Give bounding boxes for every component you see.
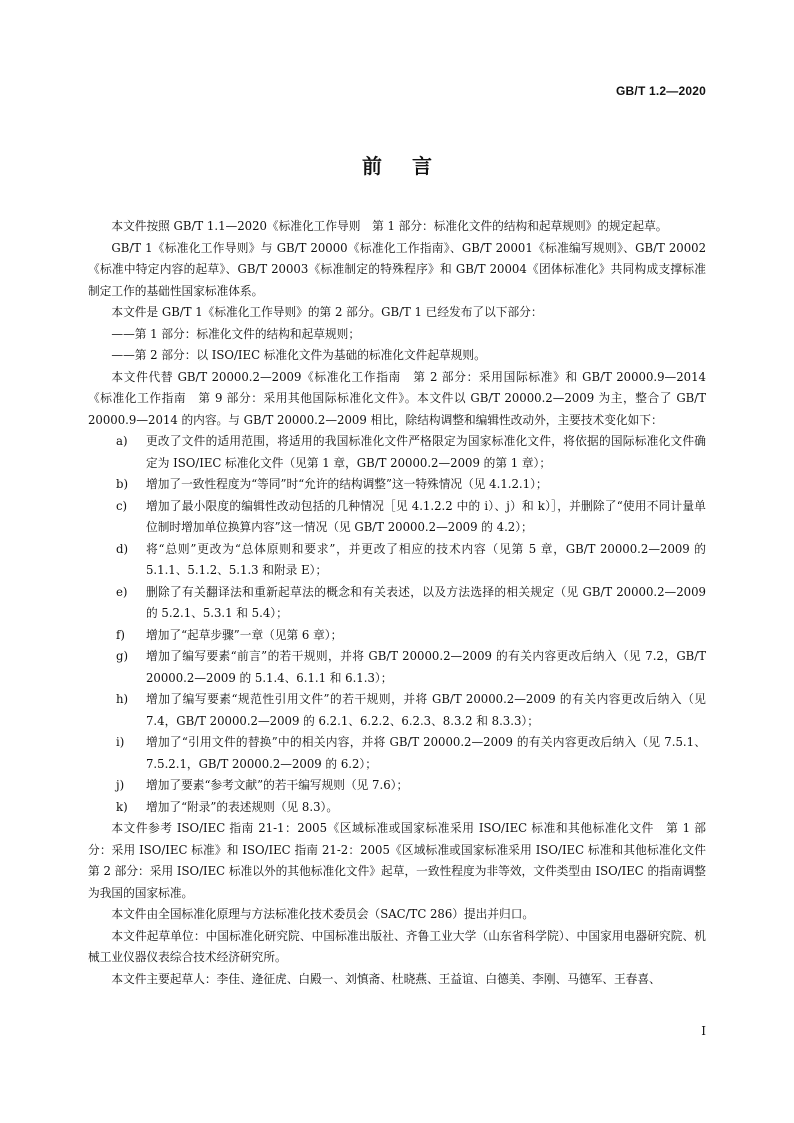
list-marker: k): [116, 799, 128, 814]
list-item-text: 将“总则”更改为“总体原则和要求”，并更改了相应的技术内容（见第 5 章，GB/T 20000.2—2009 的 5.1.1、5.1.2、5.1.3 和附录 E）；: [146, 541, 706, 577]
changes-list: [88, 431, 706, 818]
paragraph-proposer: 本文件由全国标准化原理与方法标准化技术委员会（SAC/TC 286）提出并归口。: [111, 907, 535, 921]
list-item-text: 增加了编写要素“规范性引用文件”的若干规则，并将 GB/T 20000.2—2009 的有关内容更改后纳入（见 7.4，GB/T 20000.2—2009 的 6.2.1、6.2.2、6.2.3、8.3.2 和 8.3.3）；: [146, 692, 706, 728]
list-item: [88, 797, 706, 819]
list-item: [88, 732, 706, 775]
list-marker: a): [116, 434, 128, 448]
paragraph-standard-system: GB/T 1《标准化工作导则》与 GB/T 20000《标准化工作指南》、GB/T 20001《标准编写规则》、GB/T 20002《标准中特定内容的起草》、GB/T 20003《标准制定的特殊程序》和 GB/T 20004《团体标准化》共同构成支撑标准制定工作的基础性国家标准体系。: [88, 240, 706, 298]
list-item: [88, 582, 706, 625]
list-item: [88, 625, 706, 647]
list-item: [88, 689, 706, 732]
list-item-text: 增加了要素“参考文献”的若干编写规则（见 7.6）；: [146, 778, 409, 792]
list-item: [88, 431, 706, 474]
list-item-text: 增加了最小限度的编辑性改动包括的几种情况［见 4.1.2.2 中的 i）、j）和 k）］，并删除了“使用不同计量单位制时增加单位换算内容”这一情况（见 GB/T 20000.2—2009 的 4.2）；: [146, 498, 706, 534]
paragraph-part-info: 本文件是 GB/T 1《标准化工作导则》的第 2 部分。GB/T 1 已经发布了以下部分：: [111, 305, 543, 319]
list-marker: j): [116, 778, 125, 792]
list-item-text: 增加了编写要素“前言”的若干规则，并将 GB/T 20000.2—2009 的有关内容更改后纳入（见 7.2，GB/T 20000.2—2009 的 5.1.4、6.1.1 和 6.1.3）；: [146, 649, 706, 685]
paragraph-drafting-basis: 本文件按照 GB/T 1.1—2020《标准化工作导则 第 1 部分：标准化文件的结构和起草规则》的规定起草。: [111, 219, 668, 233]
list-item-text: 更改了文件的适用范围，将适用的我国标准化文件严格限定为国家标准化文件，将依据的国际标准化文件确定为 ISO/IEC 标准化文件（见第 1 章，GB/T 20000.2—2009 的第 1 章）；: [146, 434, 706, 470]
list-item: [88, 474, 706, 496]
dash-item-part1: ——第 1 部分：标准化文件的结构和起草规则；: [111, 326, 361, 341]
list-item: [88, 539, 706, 582]
list-item-text: 增加了“附录”的表述规则（见 8.3）。: [146, 799, 339, 814]
list-marker: c): [116, 498, 128, 513]
list-item-text: 删除了有关翻译法和重新起草法的概念和有关表述，以及方法选择的相关规定（见 GB/T 20000.2—2009 的 5.2.1、5.3.1 和 5.4）；: [146, 584, 706, 620]
list-marker: i): [116, 735, 125, 749]
list-marker: h): [116, 692, 129, 706]
list-marker: g): [116, 649, 129, 663]
foreword-body: [88, 216, 718, 990]
paragraph-references: 本文件参考 ISO/IEC 指南 21-1：2005《区域标准或国家标准采用 ISO/IEC 标准和其他标准化文件 第 1 部分：采用 ISO/IEC 标准》和 ISO/IEC 指南 21-2：2005《区域标准或国家标准采用 ISO/IEC 标准和其他标准化文件 第 2 部分：采用 ISO/IEC 标准以外的其他标准化文件》起草，一致性程度为非等效，文件类型由 ISO/IEC 的指南调整为我国的国家标准。: [88, 821, 718, 900]
list-item: [88, 496, 706, 539]
page-number: I: [701, 1024, 706, 1038]
page-title: 前言: [362, 154, 462, 178]
standard-code-header: GB/T 1.2—2020: [616, 84, 706, 98]
paragraph-replacement: 本文件代替 GB/T 20000.2—2009《标准化工作指南 第 2 部分：采用国际标准》和 GB/T 20000.9—2014《标准化工作指南 第 9 部分：采用其他国际标准化文件》。本文件以 GB/T 20000.2—2009 为主，整合了 GB/T 20000.9—2014 的内容。与 GB/T 20000.2—2009 相比，除结构调整和编辑性改动外，主要技术变化如下：: [88, 369, 706, 427]
list-item: [88, 775, 706, 797]
paragraph-drafters: 本文件主要起草人：李佳、逄征虎、白殿一、刘慎斋、杜晓燕、王益谊、白德美、李刚、马德军、王春喜、: [111, 971, 661, 986]
list-item-text: 增加了“起草步骤”一章（见第 6 章）；: [146, 627, 343, 642]
list-marker: e): [116, 584, 128, 599]
dash-item-part2: ——第 2 部分：以 ISO/IEC 标准化文件为基础的标准化文件起草规则。: [111, 348, 486, 362]
list-item-text: 增加了一致性程度为“等同”时“允许的结构调整”这一特殊情况（见 4.1.2.1）；: [146, 477, 548, 491]
list-marker: f): [116, 627, 125, 642]
list-item: [88, 646, 706, 689]
list-marker: b): [116, 477, 129, 491]
list-marker: d): [116, 541, 129, 556]
list-item-text: 增加了“引用文件的替换”中的相关内容，并将 GB/T 20000.2—2009 的有关内容更改后纳入（见 7.5.1、7.5.2.1，GB/T 20000.2—2009 的 6.2）；: [146, 735, 706, 771]
paragraph-drafting-units: 本文件起草单位：中国标准化研究院、中国标准出版社、齐鲁工业大学（山东省科学院）、中国家用电器研究院、机械工业仪器仪表综合技术经济研究所。: [88, 928, 706, 964]
